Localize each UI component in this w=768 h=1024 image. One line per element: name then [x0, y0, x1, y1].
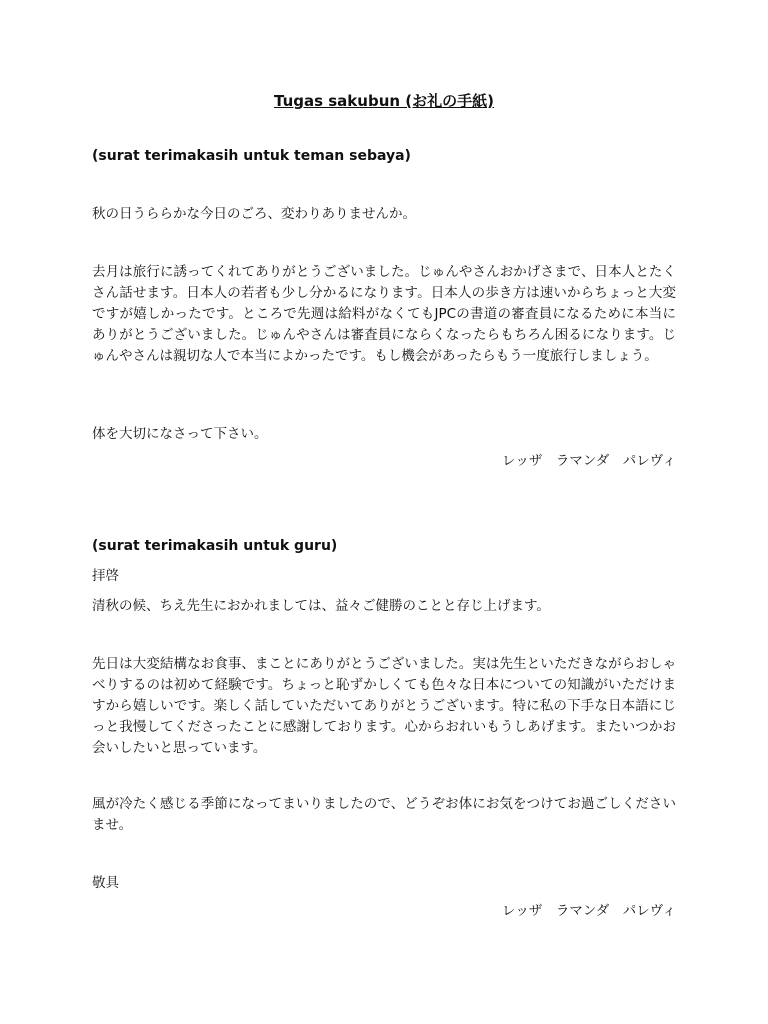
letter2-heading: (surat terimakasih untuk guru): [92, 538, 338, 554]
letter1-heading: (surat terimakasih untuk teman sebaya): [92, 148, 411, 164]
letter2-body: 先日は大変結構なお食事、まことにありがとうございました。実は先生といただきながらおしゃべりするのは初めて経験です。ちょっと恥ずかしくても色々な日本についての知識がいただけますから嬉しいです。楽しく話していただいてありがとうございます。特に私の下手な日本語にじっと我慢してくださったことに感謝しております。心からおれいもうしあげます。またいつかお会いしたいと思っています。: [92, 656, 676, 756]
letter1-greeting: 秋の日うららかな今日のごろ、変わりありませんか。: [92, 206, 416, 222]
letter1-closing: 体を大切になさって下さい。: [92, 426, 268, 442]
letter2-greeting: 清秋の候、ちえ先生におかれましては、益々ご健勝のことと存じ上げます。: [92, 598, 550, 614]
letter2-closing: 風が冷たく感じる季節になってまいりましたので、どうぞお体にお気をつけてお過ごしくださいませ。: [92, 796, 676, 833]
letter2-signature: レッザ ラマンダ パレヴィ: [501, 903, 676, 919]
letter1-signature: レッザ ラマンダ パレヴィ: [501, 453, 676, 469]
letter1-body: 去月は旅行に誘ってくれてありがとうございました。じゅんやさんおかげさまで、日本人とたくさん話せます。日本人の若者も少し分かるになります。日本人の歩き方は速いからちょっと大変ですが嬉しかったです。ところで先週は給料がなくてもJPCの書道の審査員になるために本当にありがとうございました。じゅんやさんは審査員にならくなったらもちろん困るになります。じゅんやさんは親切な人で本当によかったです。もし機会があったらもう一度旅行しましょう。: [92, 264, 676, 364]
document-title: Tugas sakubun (お礼の手紙): [273, 92, 494, 110]
letter2-opening: 拝啓: [92, 568, 119, 584]
letter2-ending: 敬具: [92, 875, 119, 891]
document-page: [92, 0, 676, 1024]
